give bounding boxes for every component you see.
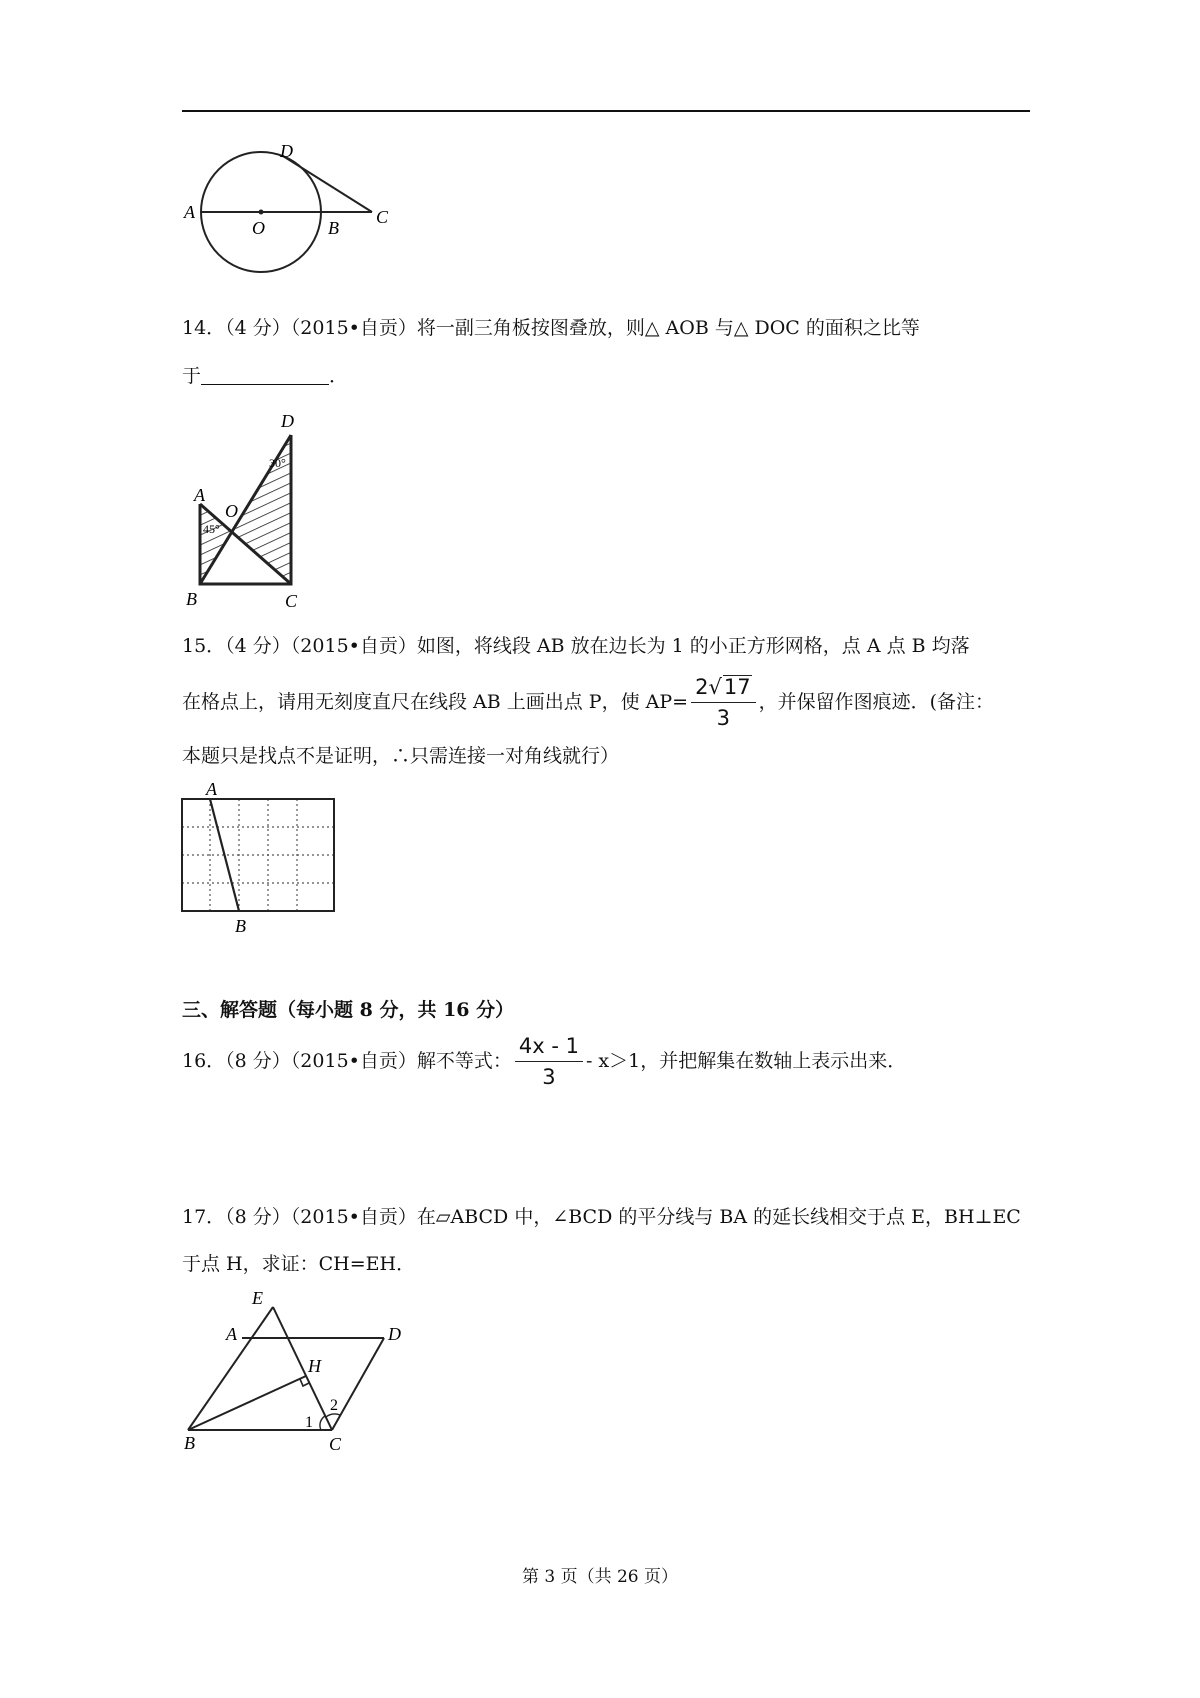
q15-line1: 15．（4 分）（2015•自贡）如图，将线段 AB 放在边长为 1 的小正方形网格，点 A 点 B 均落 xyxy=(182,635,970,657)
ap-radicand: 17 xyxy=(723,674,751,699)
grid-lines xyxy=(182,799,334,911)
label-a: A xyxy=(194,485,205,505)
q16-suffix: - x＞1，并把解集在数轴上表示出来． xyxy=(585,1050,907,1072)
q14-figure xyxy=(180,405,320,613)
label-d: D xyxy=(281,411,294,431)
label-a: A xyxy=(206,779,217,799)
q15-figure xyxy=(180,775,340,940)
ap-coef: 2 xyxy=(695,674,709,699)
label-b: B xyxy=(328,218,339,238)
inequality-numerator: 4x - 1 xyxy=(515,1033,583,1062)
header-rule xyxy=(182,110,1030,112)
angle-1-arc xyxy=(320,1416,325,1430)
label-c: C xyxy=(285,591,298,611)
label-a: A xyxy=(184,202,195,222)
q17-line2: 于点 H，求证：CH=EH． xyxy=(182,1253,416,1275)
inequality-fraction xyxy=(515,1033,583,1090)
q14-line2-suffix: ． xyxy=(329,365,349,387)
label-b: B xyxy=(186,589,197,609)
side-dc xyxy=(332,1338,384,1430)
label-b: B xyxy=(235,916,246,936)
label-o: O xyxy=(225,501,238,521)
label-d: D xyxy=(280,145,293,161)
tangent-dc xyxy=(283,156,372,212)
label-e: E xyxy=(252,1290,263,1308)
sqrt-sign: √ xyxy=(708,674,722,699)
angle-45: 45° xyxy=(203,522,220,536)
page-footer: 第 3 页（共 26 页） xyxy=(521,1567,679,1587)
label-angle-1: 1 xyxy=(305,1414,313,1431)
label-d: D xyxy=(388,1324,401,1344)
q16-prefix: 16．（8 分）（2015•自贡）解不等式： xyxy=(182,1050,512,1072)
label-b: B xyxy=(184,1433,195,1450)
ap-denominator: 3 xyxy=(716,705,730,730)
center-point xyxy=(259,210,264,215)
label-o: O xyxy=(252,218,265,238)
line-ec xyxy=(273,1307,332,1430)
label-angle-2: 2 xyxy=(330,1397,338,1414)
angle-2-arc xyxy=(326,1414,340,1417)
q15-line3: 本题只是找点不是证明，∴只需连接一对角线就行） xyxy=(182,745,620,767)
section-3-title: 三、解答题（每小题 8 分，共 16 分） xyxy=(182,999,515,1021)
q13-figure xyxy=(180,145,430,280)
q17-figure xyxy=(180,1290,420,1450)
label-c: C xyxy=(329,1434,342,1450)
q14-line1: 14．（4 分）（2015•自贡）将一副三角板按图叠放，则△ AOB 与△ DOC 的面积之比等 xyxy=(182,317,920,339)
q16-line xyxy=(182,1030,906,1092)
q15-line2 xyxy=(182,673,994,731)
inequality-denominator: 3 xyxy=(542,1064,556,1089)
ap-fraction xyxy=(691,674,756,731)
q15-line2-prefix: 在格点上，请用无刻度直尺在线段 AB 上画出点 P，使 AP= xyxy=(182,691,689,713)
segment-ab xyxy=(210,799,239,911)
q17-line1: 17．（8 分）（2015•自贡）在▱ABCD 中，∠BCD 的平分线与 BA 的延长线相交于点 E，BH⊥EC xyxy=(182,1206,1021,1228)
label-h: H xyxy=(308,1356,321,1376)
q14-line2-prefix: 于 xyxy=(182,365,202,387)
answer-blank xyxy=(201,364,329,385)
label-c: C xyxy=(376,207,389,227)
label-a: A xyxy=(226,1324,237,1344)
q15-line2-suffix: ，并保留作图痕迹．(备注： xyxy=(758,691,994,713)
angle-30: 30° xyxy=(269,456,286,470)
q14-line2 xyxy=(182,364,348,388)
